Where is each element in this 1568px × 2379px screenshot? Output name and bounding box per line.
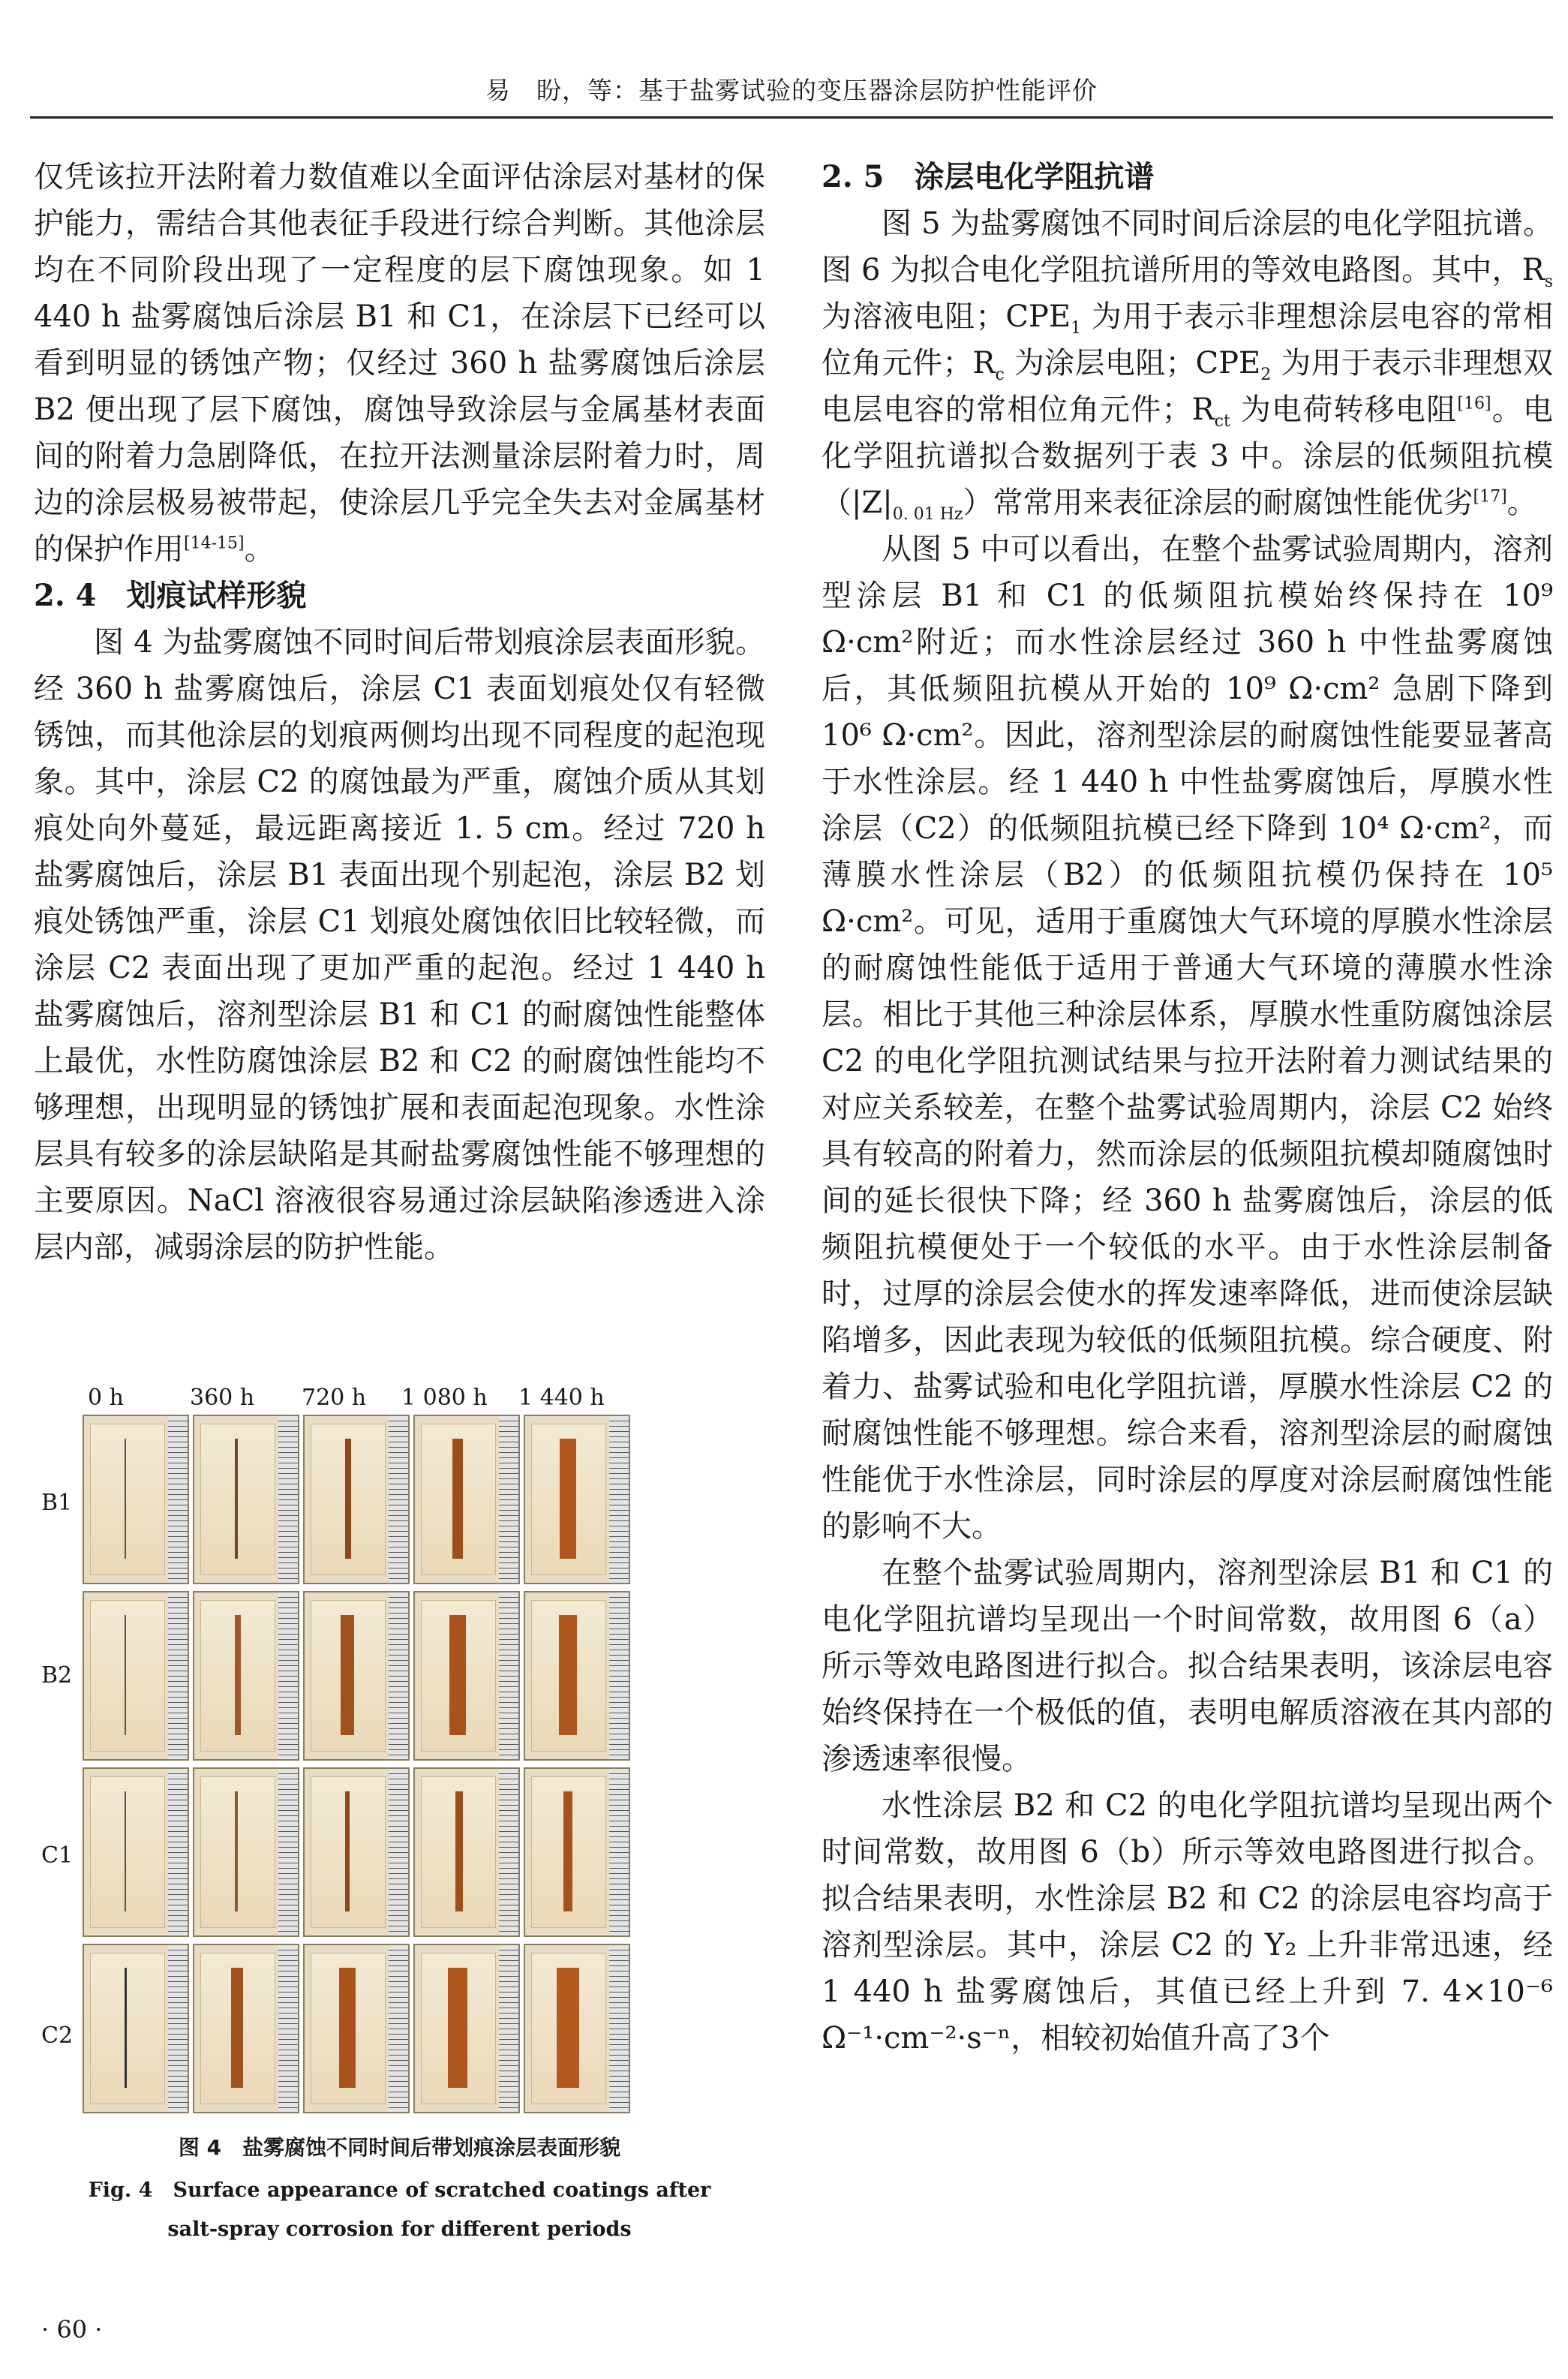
- citation: [16]: [1457, 394, 1491, 414]
- paragraph-text: 。: [1506, 486, 1537, 520]
- figure-caption-en: [34, 2171, 765, 2249]
- section-number: 2. 4: [34, 578, 97, 613]
- paragraph-text: 图 5 为盐雾腐蚀不同时间后涂层的电化学阻抗谱。图 6 为拟合电化学阻抗谱所用的等效电路图。其中，R: [822, 206, 1553, 287]
- right-column: [822, 154, 1553, 2062]
- paragraph: 水性涂层 B2 和 C2 的电化学阻抗谱均呈现出两个时间常数，故用图 6（b）所示等效电路图进行拟合。拟合结果表明，水性涂层 B2 和 C2 的涂层电容均高于溶剂型涂层。其中，涂层 C2 的 Y₂ 上升非常迅速，经 1 440 h 盐雾腐蚀后，其值已经上升到 7. 4×10⁻⁶ Ω⁻¹·cm⁻²·s⁻ⁿ，相较初始值升高了3个: [822, 1788, 1553, 2056]
- citation: [14-15]: [184, 534, 245, 553]
- paragraph-text: 为溶液电阻；CPE: [822, 299, 1071, 334]
- header-rule: [30, 116, 1553, 119]
- specimen-photo: [524, 1944, 630, 2113]
- specimen-photo: [83, 1944, 189, 2113]
- subscript: ct: [1214, 412, 1230, 431]
- section-title: 涂层电化学阻抗谱: [914, 160, 1155, 194]
- subscript: 0. 01 Hz: [892, 505, 963, 524]
- subscript: c: [995, 365, 1005, 384]
- paragraph-text: 。电化学阻抗谱拟合数据列于表 3 中。涂层的低频阻抗模（|Z|: [822, 392, 1554, 520]
- specimen-photo: [524, 1767, 630, 1937]
- specimen-photo: [303, 1415, 410, 1584]
- caption-line: Fig. 4 Surface appearance of scratched coatings after: [88, 2179, 711, 2202]
- paragraph-text: 为用于表示非理想涂层电容的常相位角元件；R: [822, 299, 1553, 380]
- specimen-photo: [193, 1767, 299, 1937]
- row-label: B1: [41, 1490, 73, 1516]
- section-heading-2-4: [34, 573, 765, 619]
- paragraph-text: ）常常用来表征涂层的耐腐蚀性能优劣: [963, 486, 1473, 520]
- specimen-photo: [193, 1591, 299, 1761]
- column-label: 1 080 h: [401, 1385, 488, 1411]
- subscript: 1: [1071, 319, 1082, 338]
- column-label: 720 h: [302, 1385, 367, 1411]
- column-label: 360 h: [190, 1385, 255, 1411]
- column-label: 0 h: [88, 1385, 124, 1411]
- specimen-photo: [83, 1767, 189, 1937]
- caption-line: salt-spray corrosion for different periods: [167, 2218, 632, 2241]
- section-title: 划痕试样形貌: [126, 579, 307, 613]
- citation: [17]: [1473, 487, 1507, 507]
- figure-caption-cn: 图 4 盐雾腐蚀不同时间后带划痕涂层表面形貌: [178, 2135, 621, 2160]
- left-column: [34, 154, 765, 1271]
- subscript: 2: [1260, 365, 1272, 384]
- paragraph-text: 为电荷转移电阻: [1230, 392, 1458, 427]
- section-heading-2-5: [822, 154, 1553, 200]
- paragraph-text: 为用于表示非理想双电层电容的常相位角元件；R: [822, 346, 1553, 427]
- specimen-photo: [303, 1591, 410, 1761]
- specimen-photo: [413, 1944, 520, 2113]
- specimen-photo: [413, 1415, 520, 1584]
- paragraph: 从图 5 中可以看出，在整个盐雾试验周期内，溶剂型涂层 B1 和 C1 的低频阻抗模始终保持在 10⁹ Ω·cm²附近；而水性涂层经过 360 h 中性盐雾腐蚀后，其低频阻抗模从开始的 10⁹ Ω·cm² 急剧下降到 10⁶ Ω·cm²。因此，溶剂型涂层的耐腐蚀性能要显著高于水性涂层。经 1 440 h 中性盐雾腐蚀后，厚膜水性涂层（C2）的低频阻抗模已经下降到 10⁴ Ω·cm²，而薄膜水性涂层（B2）的低频阻抗模仍保持在 10⁵ Ω·cm²。可见，适用于重腐蚀大气环境的厚膜水性涂层的耐腐蚀性能低于适用于普通大气环境的薄膜水性涂层。相比于其他三种涂层体系，厚膜水性重防腐蚀涂层 C2 的电化学阻抗测试结果与拉开法附着力测试结果的对应关系较差，在整个盐雾试验周期内，涂层 C2 始终具有较高的附着力，然而涂层的低频阻抗模却随腐蚀时间的延长很快下降；经 360 h 盐雾腐蚀后，涂层的低频阻抗模便处于一个较低的水平。由于水性涂层制备时，过厚的涂层会使水的挥发速率降低，进而使涂层缺陷增多，因此表现为较低的低频阻抗模。综合硬度、附着力、盐雾试验和电化学阻抗谱，厚膜水性涂层 C2 的耐腐蚀性能不够理想。综合来看，溶剂型涂层的耐腐蚀性能优于水性涂层，同时涂层的厚度对涂层耐腐蚀性能的影响不大。: [822, 532, 1553, 1544]
- section-number: 2. 5: [822, 159, 885, 194]
- running-header: 易 盼，等：基于盐雾试验的变压器涂层防护性能评价: [485, 76, 1098, 105]
- specimen-photo: [413, 1767, 520, 1937]
- specimen-photo: [524, 1415, 630, 1584]
- specimen-photo: [524, 1591, 630, 1761]
- row-label: C2: [41, 2023, 74, 2049]
- page-number: · 60 ·: [41, 2315, 103, 2344]
- paragraph-text: 。: [244, 532, 275, 567]
- specimen-photo: [193, 1944, 299, 2113]
- paragraph: 在整个盐雾试验周期内，溶剂型涂层 B1 和 C1 的电化学阻抗谱均呈现出一个时间常数，故用图 6（a）所示等效电路图进行拟合。拟合结果表明，该涂层电容始终保持在一个极低的值，表明电解质溶液在其内部的渗透速率很慢。: [822, 1556, 1553, 1776]
- paragraph: [822, 200, 1553, 526]
- paragraph-text: 仅凭该拉开法附着力数值难以全面评估涂层对基材的保护能力，需结合其他表征手段进行综合判断。其他涂层均在不同阶段出现了一定程度的层下腐蚀现象。如 1 440 h 盐雾腐蚀后涂层 B1 和 C1，在涂层下已经可以看到明显的锈蚀产物；仅经过 360 h 盐雾腐蚀后涂层 B2 便出现了层下腐蚀，腐蚀导致涂层与金属基材表面间的附着力急剧降低，在拉开法测量涂层附着力时，周边的涂层极易被带起，使涂层几乎完全失去对金属基材的保护作用: [34, 160, 765, 567]
- paragraph-text: 为涂层电阻；CPE: [1004, 346, 1261, 380]
- paragraph: [34, 154, 765, 573]
- paragraph: 图 4 为盐雾腐蚀不同时间后带划痕涂层表面形貌。经 360 h 盐雾腐蚀后，涂层 C1 表面划痕处仅有轻微锈蚀，而其他涂层的划痕两侧均出现不同程度的起泡现象。其中，涂层 C2 的腐蚀最为严重，腐蚀介质从其划痕处向外蔓延，最远距离接近 1. 5 cm。经过 720 h 盐雾腐蚀后，涂层 B1 表面出现个别起泡，涂层 B2 划痕处锈蚀严重，涂层 C1 划痕处腐蚀依旧比较轻微，而涂层 C2 表面出现了更加严重的起泡。经过 1 440 h 盐雾腐蚀后，溶剂型涂层 B1 和 C1 的耐腐蚀性能整体上最优，水性防腐蚀涂层 B2 和 C2 的耐腐蚀性能均不够理想，出现明显的锈蚀扩展和表面起泡现象。水性涂层具有较多的涂层缺陷是其耐盐雾腐蚀性能不够理想的主要原因。NaCl 溶液很容易通过涂层缺陷渗透进入涂层内部，减弱涂层的防护性能。: [34, 625, 765, 1265]
- specimen-photo: [303, 1944, 410, 2113]
- specimen-photo: [413, 1591, 520, 1761]
- column-label: 1 440 h: [518, 1385, 605, 1411]
- row-label: C1: [41, 1842, 74, 1869]
- specimen-photo: [303, 1767, 410, 1937]
- specimen-photo: [83, 1415, 189, 1584]
- figure-4: [34, 1385, 765, 2135]
- row-label: B2: [41, 1662, 73, 1689]
- subscript: s: [1544, 272, 1553, 291]
- specimen-photo: [83, 1591, 189, 1761]
- specimen-photo: [193, 1415, 299, 1584]
